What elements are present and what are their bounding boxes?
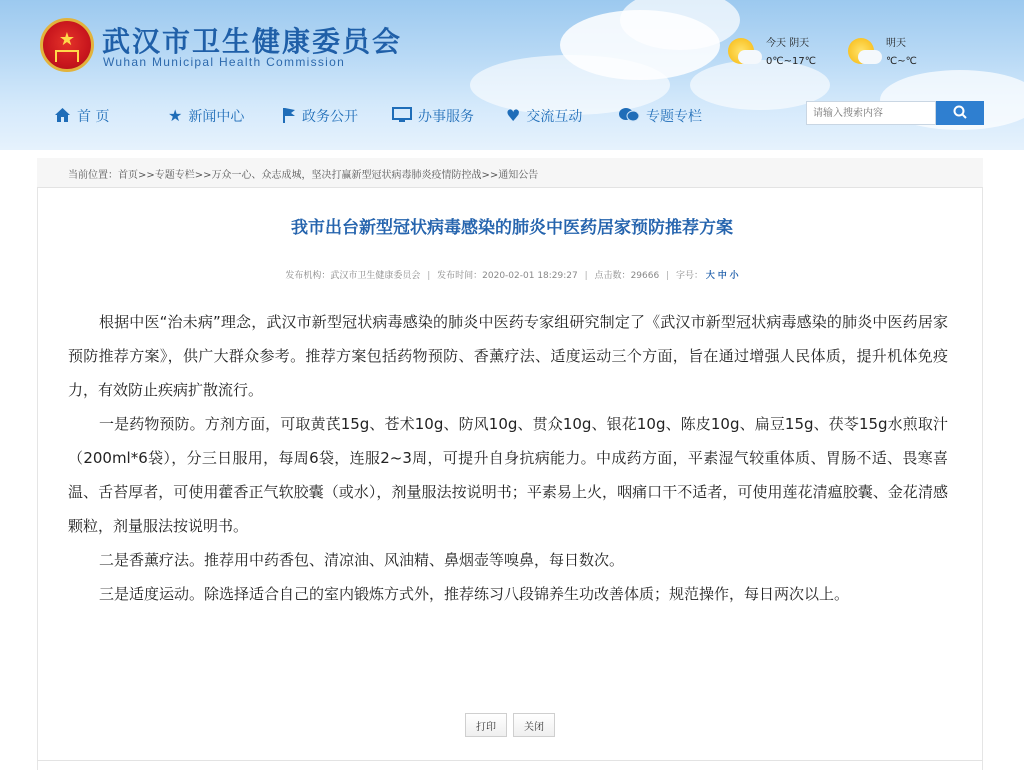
article-title: 我市出台新型冠状病毒感染的肺炎中医药居家预防推荐方案 xyxy=(291,218,733,238)
nav-label: 交流互动 xyxy=(526,109,583,125)
print-button[interactable]: 打印 xyxy=(465,713,507,737)
nav-item-special-topics[interactable] xyxy=(618,104,702,128)
meta-clicks-label: 点击数： xyxy=(594,271,631,281)
nav-item-services[interactable] xyxy=(392,104,474,128)
search-input[interactable] xyxy=(806,101,936,125)
meta-org: 武汉市卫生健康委员会 xyxy=(330,271,421,281)
weather-today-label: 今天 xyxy=(766,38,786,49)
meta-clicks: 29666 xyxy=(630,271,660,281)
font-size-medium-link[interactable]: 中 xyxy=(717,271,727,281)
font-size-large-link[interactable]: 大 xyxy=(705,271,715,281)
meta-time: 2020-02-01 18:29:27 xyxy=(482,271,578,281)
weather-tomorrow xyxy=(848,32,928,72)
nav-label: 新闻中心 xyxy=(188,109,245,125)
weather-today xyxy=(728,32,818,72)
site-header xyxy=(0,0,1024,150)
meta-time-label: 发布时间： xyxy=(437,271,483,281)
nav-label: 首 页 xyxy=(77,109,110,125)
national-emblem-logo[interactable]: ★ xyxy=(40,18,94,72)
chat-bubbles-icon xyxy=(618,107,640,126)
article-body xyxy=(68,305,948,611)
bottom-divider xyxy=(37,760,983,761)
cloud-icon xyxy=(738,50,762,64)
site-name-en: Wuhan Municipal Health Commission xyxy=(103,55,346,69)
flag-icon xyxy=(282,107,296,126)
meta-org-label: 发布机构： xyxy=(285,271,331,281)
monitor-icon xyxy=(392,107,412,126)
nav-item-home[interactable] xyxy=(54,104,109,128)
close-button[interactable]: 关闭 xyxy=(513,713,555,737)
weather-tomorrow-label: 明天 xyxy=(886,38,906,49)
weather-today-temp: 0℃~17℃ xyxy=(766,56,816,67)
article-paragraph: 一是药物预防。方剂方面，可取黄芪15g、苍术10g、防风10g、贯众10g、银花10g、陈皮10g、扁豆15g、茯苓15g水煎取汁（200ml*6袋），分三日服用，每周6袋，连服2~3周，可提升自身抗病能力。中成药方面，平素湿气较重体质、胃肠不适、畏寒喜温、舌苔厚者，可使用藿香正气软胶囊（或水），剂量服法按说明书；平素易上火，咽痛口干不适者，可使用莲花清瘟胶囊、金花清感颗粒，剂量服法按说明书。 xyxy=(68,415,948,535)
nav-item-interaction[interactable] xyxy=(506,104,582,128)
weather-today-condition: 阴天 xyxy=(789,38,810,49)
site-name-cn[interactable]: 武汉市卫生健康委员会 xyxy=(102,25,403,58)
nav-item-news[interactable] xyxy=(168,104,244,128)
nav-item-government-affairs[interactable] xyxy=(282,104,358,128)
weather-tomorrow-temp: ℃~℃ xyxy=(886,56,917,67)
nav-label: 专题专栏 xyxy=(646,109,702,125)
nav-label: 政务公开 xyxy=(302,109,358,125)
home-icon xyxy=(54,107,71,126)
article-meta: 发布机构：武汉市卫生健康委员会 | 发布时间：2020-02-01 18:29:27 | 点击数：29666 | 字号： 大 中 小 xyxy=(285,271,739,281)
breadcrumb[interactable]: 当前位置：首页>>专题专栏>>万众一心、众志成城，坚决打赢新型冠状病毒肺炎疫情防控战>>通知公告 xyxy=(68,170,539,181)
article-paragraph: 二是香薰疗法。推荐用中药香包、清凉油、风油精、鼻烟壶等嗅鼻，每日数次。 xyxy=(99,551,625,569)
meta-font-label: 字号： xyxy=(676,271,704,281)
search-button[interactable] xyxy=(936,101,984,125)
heart-icon: ♥ xyxy=(506,106,521,125)
article-paragraph: 三是适度运动。除选择适合自己的室内锻炼方式外，推荐练习八段锦养生功改善体质；规范操作，每日两次以上。 xyxy=(99,585,850,603)
star-icon: ★ xyxy=(168,106,183,125)
nav-label: 办事服务 xyxy=(418,109,474,125)
article-paragraph: 根据中医“治未病”理念，武汉市新型冠状病毒感染的肺炎中医药专家组研究制定了《武汉市新型冠状病毒感染的肺炎中医药居家预防推荐方案》，供广大群众参考。推荐方案包括药物预防、香薰疗法、适度运动三个方面，旨在通过增强人民体质，提升机体免疫力，有效防止疾病扩散流行。 xyxy=(68,313,948,399)
cloud-icon xyxy=(858,50,882,64)
font-size-small-link[interactable]: 小 xyxy=(729,271,739,281)
search-icon xyxy=(953,104,967,123)
